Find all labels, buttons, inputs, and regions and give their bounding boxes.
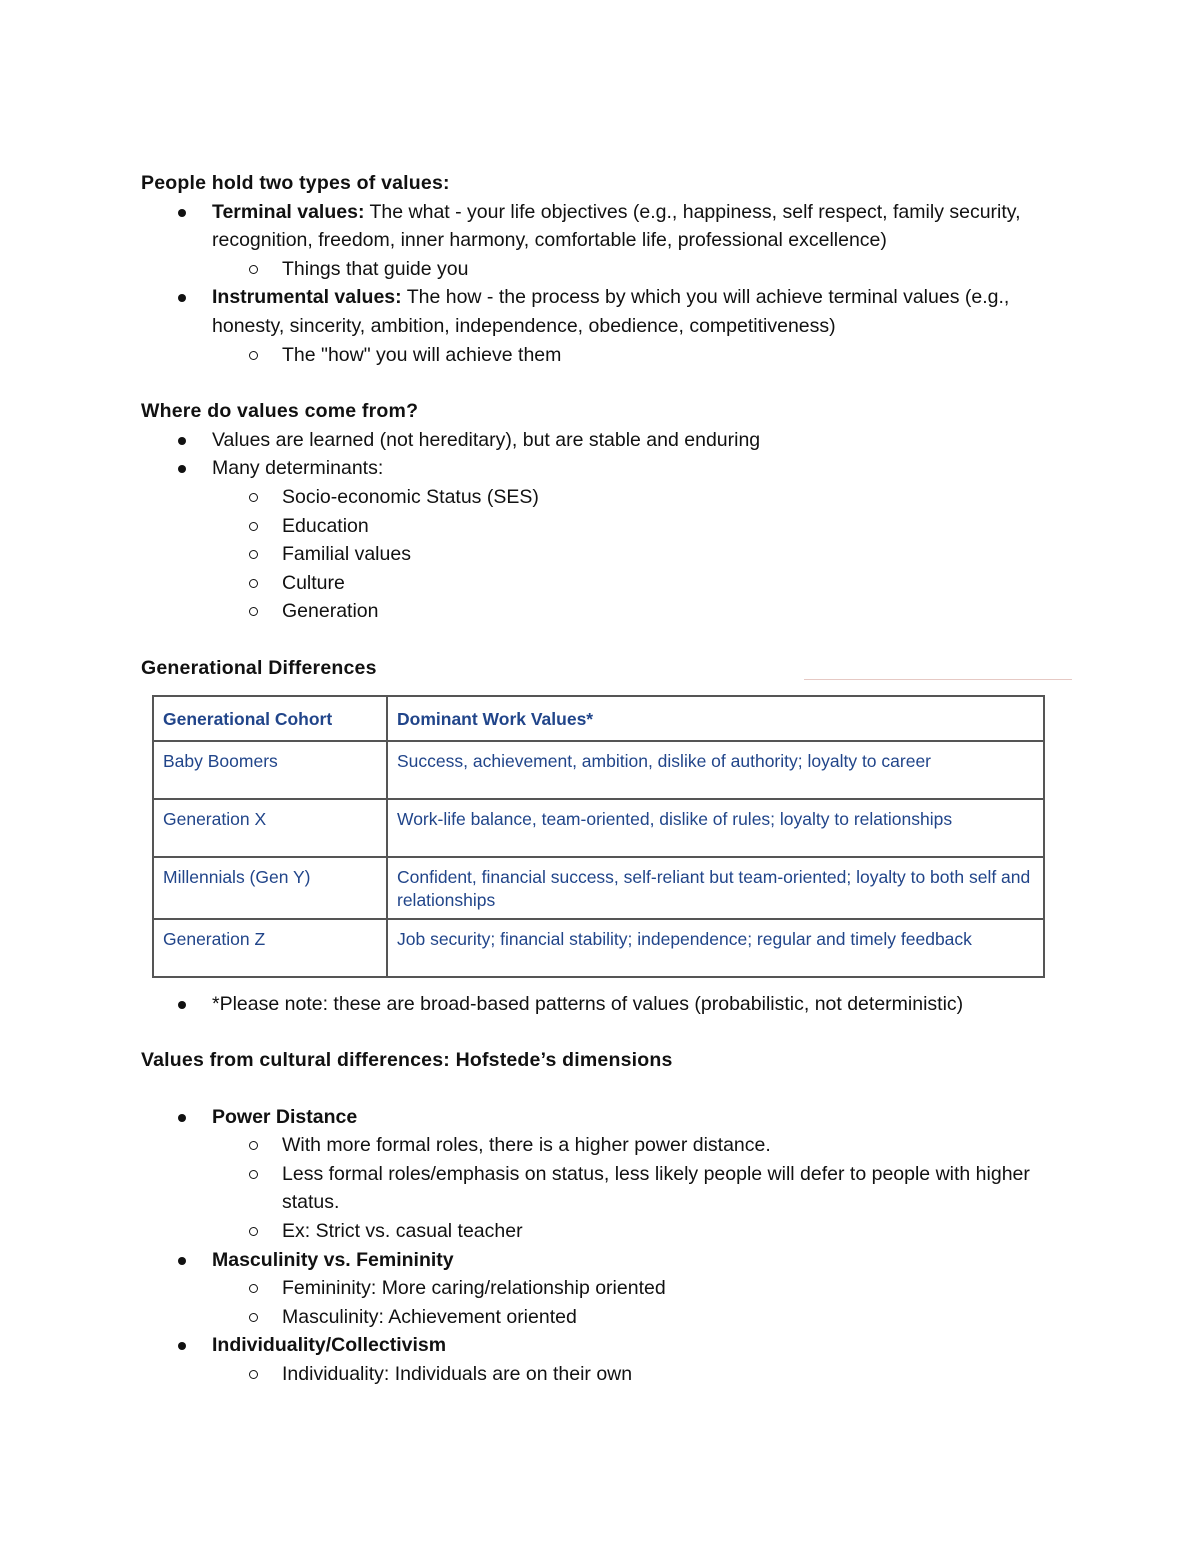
table-cell: Generation Z xyxy=(153,919,387,977)
sub-item-determinant xyxy=(141,512,1061,541)
sub-item xyxy=(141,1131,1061,1160)
sub-item-text: Socio-economic Status (SES) xyxy=(282,485,539,508)
bullet-icon xyxy=(178,465,186,473)
list-item-terminal-values xyxy=(141,198,1061,255)
heading-values-origin: Where do values come from? xyxy=(141,400,419,423)
hollow-bullet-icon xyxy=(249,493,258,502)
hollow-bullet-icon xyxy=(249,351,258,360)
list-item xyxy=(141,426,1061,455)
sub-item-determinant xyxy=(141,597,1061,626)
hollow-bullet-icon xyxy=(249,550,258,559)
bullet-icon xyxy=(178,1114,186,1122)
sub-item-text: The "how" you will achieve them xyxy=(282,343,562,366)
list-item xyxy=(141,454,1061,483)
sub-item xyxy=(141,255,1061,284)
sub-item-text: Familial values xyxy=(282,543,411,566)
bullet-icon xyxy=(178,1001,186,1009)
heading-value-types: People hold two types of values: xyxy=(141,172,450,194)
divider xyxy=(804,679,1072,680)
generational-table xyxy=(152,695,1045,978)
sub-item-text: Education xyxy=(282,514,369,537)
sub-item xyxy=(141,1274,1061,1303)
sub-item-text: Generation xyxy=(282,600,379,623)
hollow-bullet-icon xyxy=(249,265,258,274)
hollow-bullet-icon xyxy=(249,522,258,531)
term-text: The what - your life objectives (e.g., happiness, self respect, family security, recognition, freedom, inner harmony, comfortable life, professional excellence) xyxy=(212,200,1021,252)
table-cell: Millennials (Gen Y) xyxy=(153,857,387,919)
sub-item xyxy=(141,341,1061,370)
hollow-bullet-icon xyxy=(249,1170,258,1179)
sub-item xyxy=(141,1217,1061,1246)
table-cell: Work-life balance, team-oriented, dislike of rules; loyalty to relationships xyxy=(387,799,1044,857)
sub-item-text: Less formal roles/emphasis on status, less likely people will defer to people with higher status. xyxy=(282,1162,1030,1214)
sub-item-determinant xyxy=(141,569,1061,598)
term-label: Instrumental values: xyxy=(212,286,402,309)
spacer xyxy=(141,1075,1061,1103)
sub-item-text: With more formal roles, there is a higher power distance. xyxy=(282,1134,771,1157)
list-item-note xyxy=(141,990,1061,1019)
sub-item-text: Masculinity: Achievement oriented xyxy=(282,1305,577,1328)
bullet-icon xyxy=(178,209,186,217)
list-item-individuality-collectivism xyxy=(141,1331,1061,1360)
hollow-bullet-icon xyxy=(249,1227,258,1236)
sub-item-text: Individuality: Individuals are on their own xyxy=(282,1363,633,1386)
term-text: The how - the process by which you will achieve terminal values (e.g., honesty, sincerity, ambition, independence, obedience, competitiveness) xyxy=(212,286,1010,337)
table-row xyxy=(153,799,1044,857)
sub-item xyxy=(141,1160,1061,1217)
hollow-bullet-icon xyxy=(249,579,258,588)
document-content xyxy=(141,169,1061,1389)
sub-item xyxy=(141,1303,1061,1332)
bullet-icon xyxy=(178,294,186,302)
bullet-icon xyxy=(178,437,186,445)
hollow-bullet-icon xyxy=(249,1313,258,1322)
note-text: *Please note: these are broad-based patterns of values (probabilistic, not deterministic) xyxy=(212,992,964,1015)
sub-item xyxy=(141,1360,1061,1389)
spacer xyxy=(141,978,1061,990)
table-note-list xyxy=(141,990,1061,1019)
list-item-instrumental-values xyxy=(141,283,1061,340)
sub-item-text: Ex: Strict vs. casual teacher xyxy=(282,1220,523,1243)
table-header-row xyxy=(153,696,1044,741)
list-item-text: Many determinants: xyxy=(212,457,384,480)
sub-item-text: Femininity: More caring/relationship oriented xyxy=(282,1277,666,1300)
heading-hofstede: Values from cultural differences: Hofstede’s dimensions xyxy=(141,1049,673,1072)
table-cell: Generation X xyxy=(153,799,387,857)
term-label: Individuality/Collectivism xyxy=(212,1334,447,1357)
hollow-bullet-icon xyxy=(249,607,258,616)
hofstede-list xyxy=(141,1103,1061,1389)
spacer xyxy=(141,626,1061,654)
sub-item-text: Culture xyxy=(282,571,345,594)
sub-item-determinant xyxy=(141,540,1061,569)
bullet-icon xyxy=(178,1257,186,1265)
list-item-text: Values are learned (not hereditary), but are stable and enduring xyxy=(212,428,761,451)
table-cell: Baby Boomers xyxy=(153,741,387,799)
bullet-icon xyxy=(178,1342,186,1350)
spacer xyxy=(141,369,1061,397)
list-item-masculinity-femininity xyxy=(141,1246,1061,1275)
table-header: Generational Cohort xyxy=(153,696,387,741)
sub-item-text: Things that guide you xyxy=(282,257,469,280)
table-cell: Job security; financial stability; independence; regular and timely feedback xyxy=(387,919,1044,977)
sub-item-determinant xyxy=(141,483,1061,512)
table-row xyxy=(153,741,1044,799)
term-label: Power Distance xyxy=(212,1105,358,1128)
list-item-power-distance xyxy=(141,1103,1061,1132)
table-row xyxy=(153,857,1044,919)
table-row xyxy=(153,919,1044,977)
table-cell: Success, achievement, ambition, dislike of authority; loyalty to career xyxy=(387,741,1044,799)
hollow-bullet-icon xyxy=(249,1370,258,1379)
hollow-bullet-icon xyxy=(249,1284,258,1293)
generational-table-wrapper xyxy=(152,695,1045,978)
spacer xyxy=(141,1018,1061,1046)
term-label: Masculinity vs. Femininity xyxy=(212,1248,454,1271)
values-origin-list xyxy=(141,426,1061,626)
value-types-list xyxy=(141,198,1061,370)
term-label: Terminal values: xyxy=(212,200,365,223)
hollow-bullet-icon xyxy=(249,1141,258,1150)
heading-generational-differences: Generational Differences xyxy=(141,656,377,679)
table-header: Dominant Work Values* xyxy=(387,696,1044,741)
table-cell: Confident, financial success, self-reliant but team-oriented; loyalty to both self and relationships xyxy=(387,857,1044,919)
